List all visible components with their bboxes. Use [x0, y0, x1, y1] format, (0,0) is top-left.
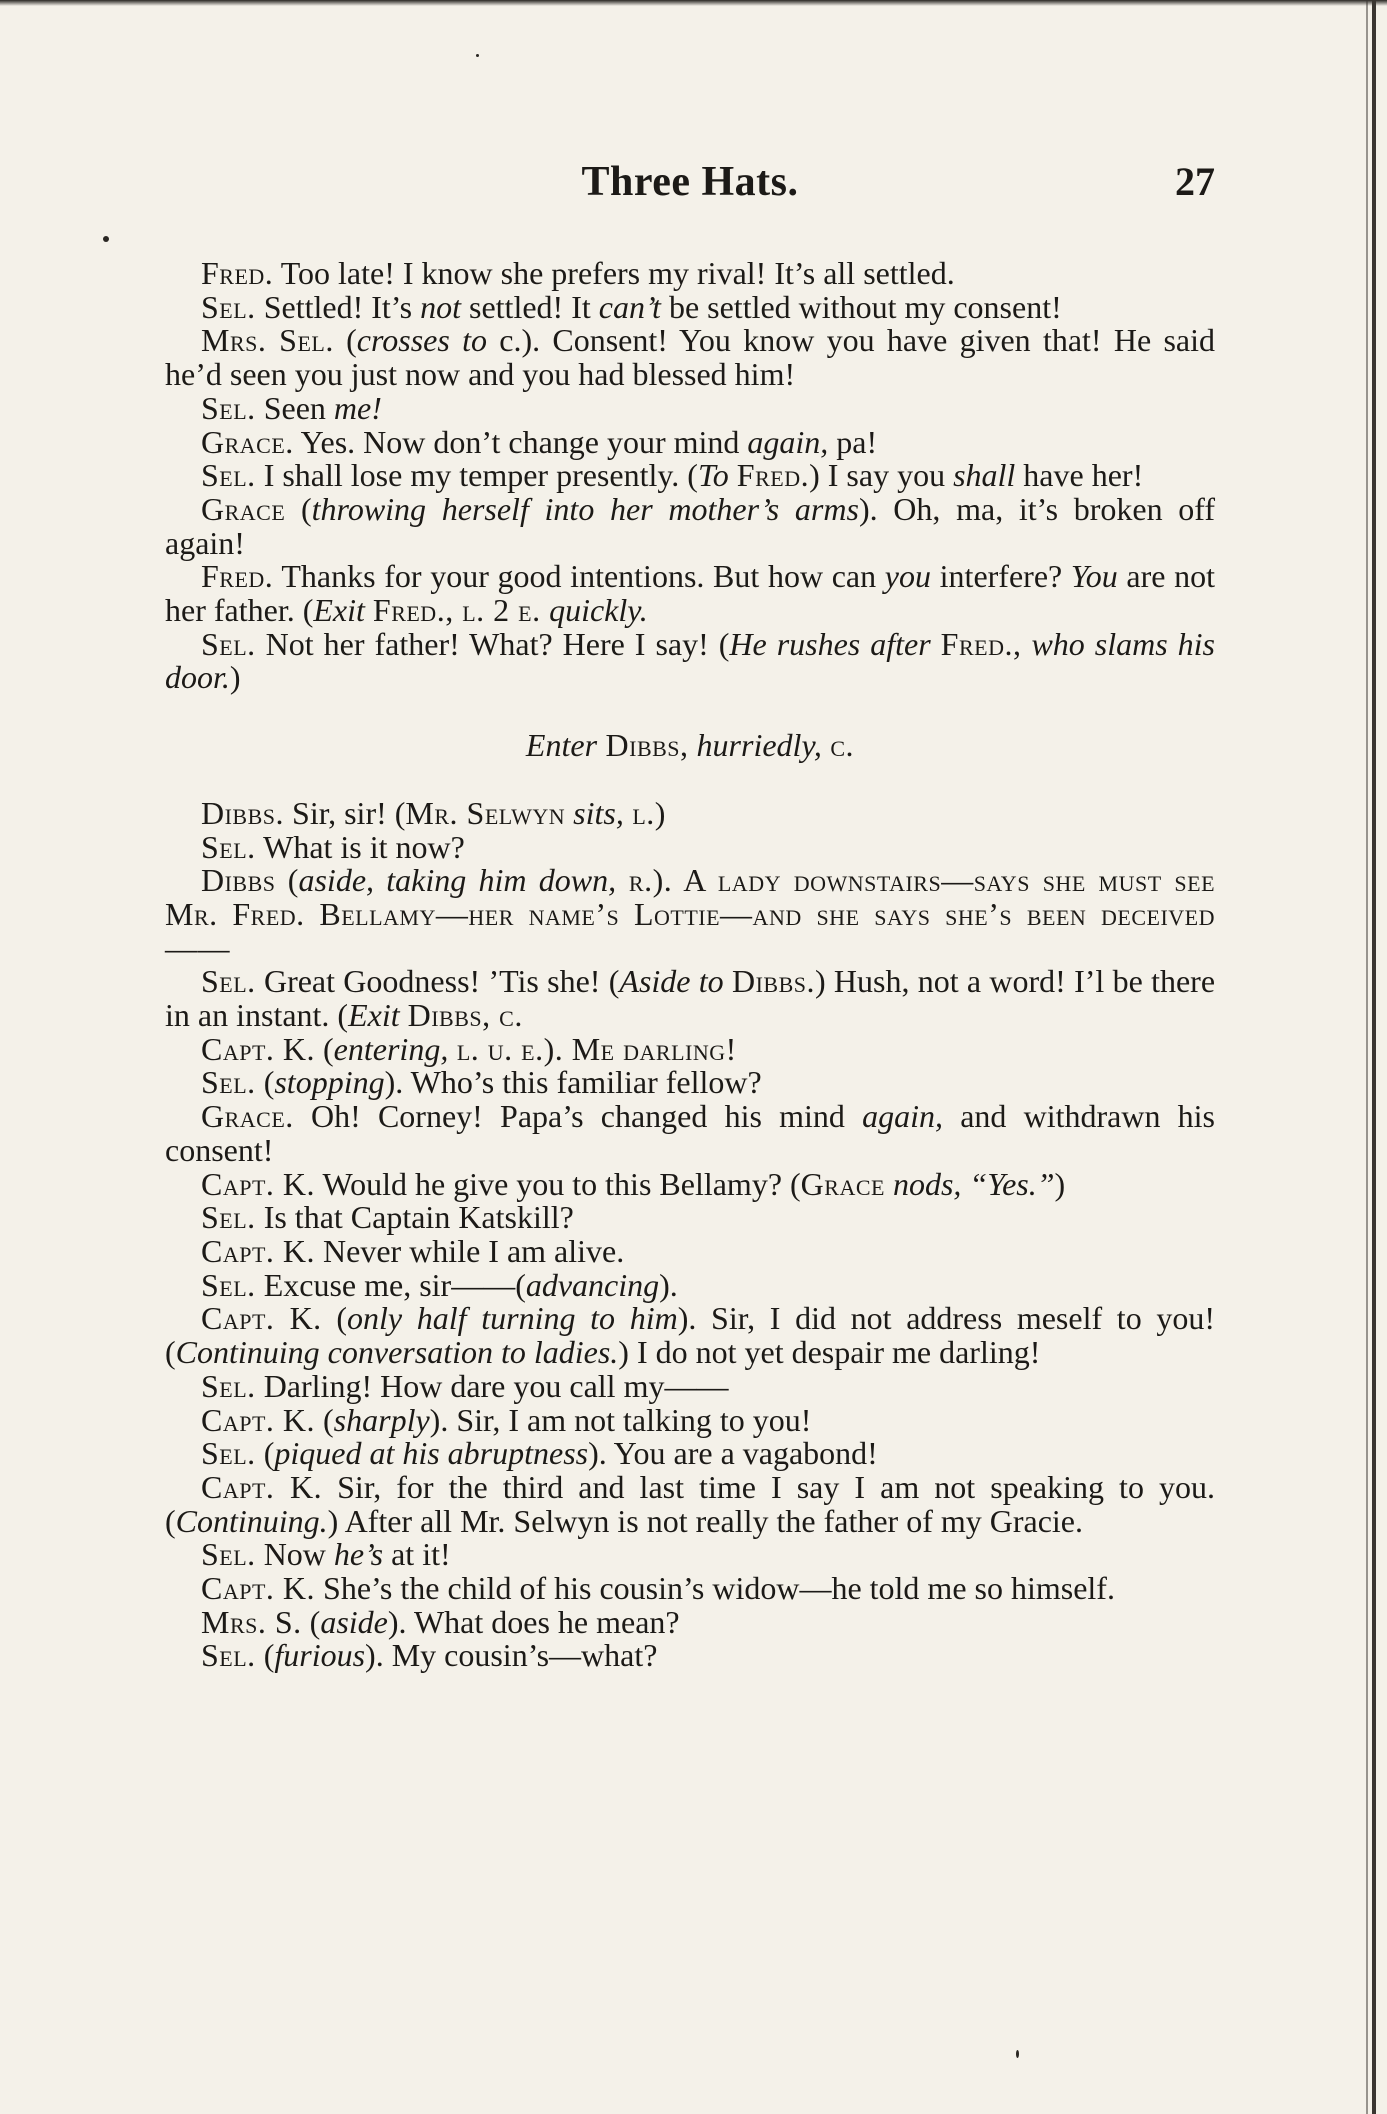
speaker: Grace.: [201, 423, 294, 460]
speaker: Sel.: [201, 288, 256, 325]
dialogue-line: Capt. K. Would he give you to this Bellamy? (Grace nods, “Yes.”): [201, 1165, 1066, 1202]
speaker: Capt. K.: [201, 1030, 316, 1067]
ink-speck: [476, 54, 479, 57]
dialogue-line: Capt. K. (sharply). Sir, I am not talking to you!: [201, 1401, 812, 1438]
running-header: [165, 158, 1215, 218]
dialogue-line: Sel. Excuse me, sir——(advancing).: [201, 1266, 678, 1303]
page-edge-top: [0, 0, 1387, 6]
speaker: Capt. K.: [201, 1165, 316, 1202]
speaker: Sel.: [201, 1435, 256, 1472]
speaker: Sel.: [201, 1266, 256, 1303]
dialogue-line: Grace (throwing herself into her mother’s arms). Oh, ma, it’s broken off again!: [165, 490, 1216, 561]
page-edge-right: [1372, 0, 1376, 2114]
dialogue-line: Capt. K. Sir, for the third and last time I say I am not speaking to you. (Continuing.) After all Mr. Selwyn is not really the father of my Gracie.: [165, 1468, 1216, 1539]
dialogue-line: Sel. (furious). My cousin’s—what?: [201, 1637, 658, 1674]
speaker: Sel.: [201, 1536, 256, 1573]
dialogue-line: Dibbs (aside, taking him down, r.). A lady downstairs—says she must see Mr. Fred. Bellamy—her name’s Lottie—and she says she’s been deceived——: [165, 862, 1216, 966]
dialogue-line: Fred. Thanks for your good intentions. But how can you interfere? You are not her father. (Exit Fred., l. 2 e. quickly.: [165, 558, 1216, 629]
dialogue-line: Sel. Not her father! What? Here I say! (He rushes after Fred., who slams his door.): [165, 625, 1216, 696]
speaker: Sel.: [201, 389, 256, 426]
speaker: Capt. K.: [201, 1570, 316, 1607]
dialogue-line: Sel. (stopping). Who’s this familiar fellow?: [201, 1064, 762, 1101]
dialogue-line: Grace. Yes. Now don’t change your mind again, pa!: [201, 423, 878, 460]
dialogue-line: Sel. Settled! It’s not settled! It can’t be settled without my consent!: [201, 288, 1062, 325]
stage-direction: Enter Dibbs, hurriedly, c.: [525, 727, 855, 764]
speaker: Capt. K.: [201, 1401, 316, 1438]
dialogue-line: Capt. K. (entering, l. u. e.). Me darling!: [201, 1030, 737, 1067]
speaker: Sel.: [201, 1637, 256, 1674]
dialogue-line: Sel. (piqued at his abruptness). You are a vagabond!: [201, 1435, 878, 1472]
speaker: Fred.: [201, 255, 274, 291]
ink-speck: [103, 236, 109, 242]
dialogue-line: Grace. Oh! Corney! Papa’s changed his mind again, and withdrawn his consent!: [165, 1098, 1216, 1168]
dialogue-line: Dibbs. Sir, sir! (Mr. Selwyn sits, l.): [201, 794, 666, 831]
speaker: Capt. K.: [201, 1232, 316, 1269]
dialogue-line: Mrs. Sel. (crosses to c.). Consent! You know you have given that! He said he’d seen you just now and you had blessed him!: [165, 322, 1216, 393]
page-binding-shadow: [1366, 0, 1368, 2114]
speaker: Mrs. S.: [201, 1603, 302, 1640]
speaker: Mrs. Sel.: [201, 322, 334, 359]
dialogue-line: Capt. K. (only half turning to him). Sir, I did not address meself to you! (Continuing conversation to ladies.) I do not yet despair me darling!: [165, 1300, 1216, 1371]
speaker: Sel.: [201, 1199, 256, 1236]
speaker: Sel.: [201, 625, 256, 662]
page-title: Three Hats.: [581, 159, 799, 205]
dialogue-line: Sel. Is that Captain Katskill?: [201, 1199, 574, 1236]
speaker: Capt. K.: [201, 1300, 322, 1337]
speaker: Capt. K.: [201, 1468, 323, 1505]
speaker: Sel.: [201, 1064, 256, 1101]
dialogue-line: Sel. Now he’s at it!: [201, 1536, 451, 1573]
dialogue-line: Fred. Too late! I know she prefers my rival! It’s all settled.: [201, 255, 955, 291]
dialogue-line: Sel. Darling! How dare you call my——: [201, 1367, 729, 1404]
speaker: Grace: [201, 490, 286, 527]
dialogue-line: Capt. K. Never while I am alive.: [201, 1232, 625, 1269]
page-number: 27: [1175, 159, 1215, 204]
dialogue-line: Sel. Seen me!: [201, 389, 382, 426]
speaker: Dibbs: [201, 862, 276, 899]
speaker: Dibbs.: [201, 794, 285, 831]
dialogue-line: Capt. K. She’s the child of his cousin’s widow—he told me so himself.: [201, 1570, 1115, 1607]
speaker: Grace.: [201, 1098, 294, 1135]
speaker: Sel.: [201, 963, 256, 1000]
dialogue-line: Sel. I shall lose my temper presently. (To Fred.) I say you shall have her!: [201, 457, 1144, 494]
speaker: Sel.: [201, 457, 256, 494]
speaker: Sel.: [201, 828, 256, 865]
ink-speck: [1016, 2050, 1019, 2058]
dialogue-line: Mrs. S. (aside). What does he mean?: [201, 1603, 680, 1640]
speaker: Fred.: [201, 558, 274, 595]
play-text: [165, 257, 1215, 1673]
dialogue-line: Sel. What is it now?: [201, 828, 465, 865]
speaker: Sel.: [201, 1367, 256, 1404]
dialogue-line: Sel. Great Goodness! ’Tis she! (Aside to Dibbs.) Hush, not a word! I’l be there in an instant. (Exit Dibbs, c.: [165, 963, 1216, 1034]
